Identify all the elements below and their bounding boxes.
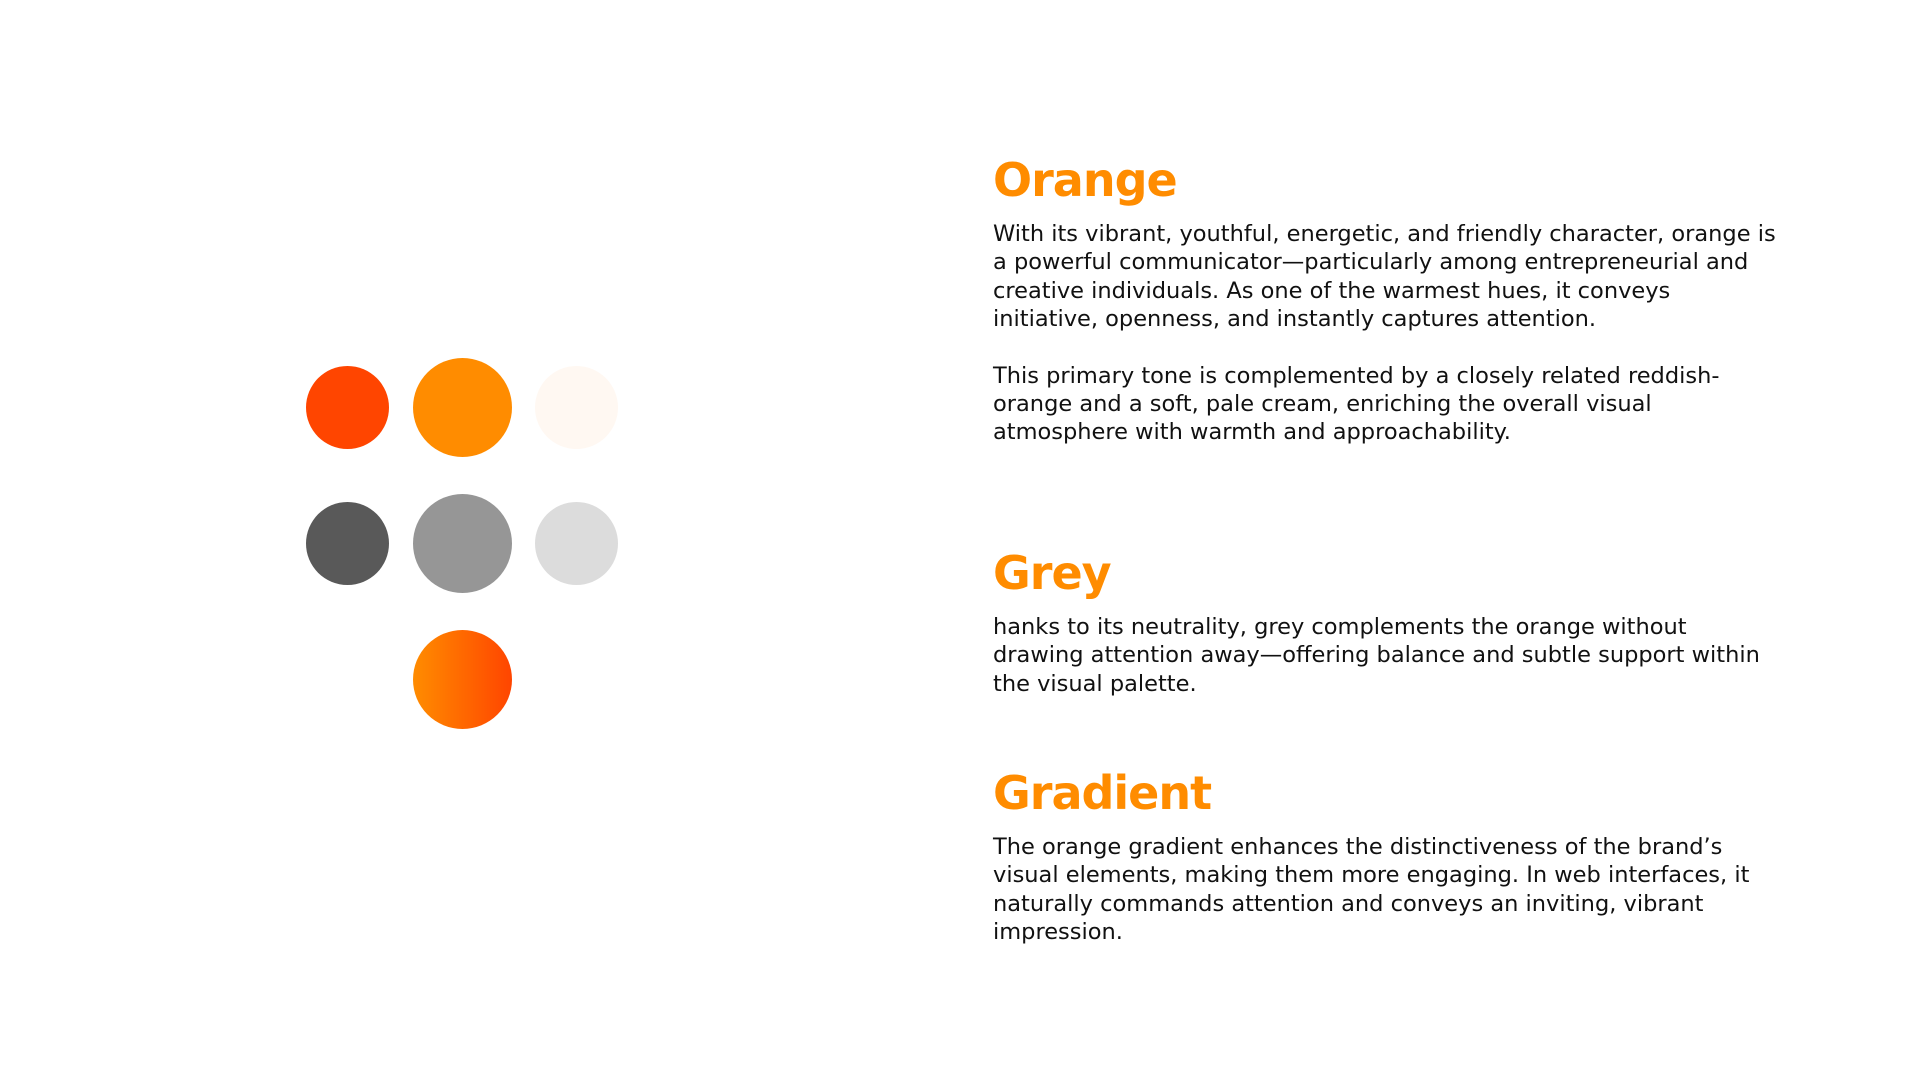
- cream-swatch: [535, 366, 618, 449]
- gradient-description: The orange gradient enhances the distinctiveness of the brand’s visual elements, making them more engaging. In web interfaces, it naturally commands attention and conveys an inviting, vibrant impression.: [993, 834, 1750, 946]
- grey-description: hanks to its neutrality, grey complements the orange without drawing attention away—offering balance and subtle support within the visual palette.: [993, 614, 1760, 697]
- dark-grey-swatch: [306, 502, 389, 585]
- orange-section: [993, 152, 1823, 447]
- orange-description-2: This primary tone is complemented by a closely related reddish- orange and a soft, pale cream, enriching the overall visual atmosphere with warmth and approachability.: [993, 362, 1720, 446]
- grey-section: [993, 545, 1823, 698]
- gradient-section: [993, 765, 1823, 947]
- orange-description-1: With its vibrant, youthful, energetic, and friendly character, orange is a powerful communicator—particularly among entrepreneurial and creative individuals. As one of the warmest hues, it conveys initiative, openness, and instantly captures attention.: [993, 221, 1776, 333]
- light-grey-swatch: [535, 502, 618, 585]
- mid-grey-swatch: [413, 494, 512, 593]
- grey-heading: Grey: [993, 546, 1111, 600]
- gradient-swatch: [413, 630, 512, 729]
- orange-heading: Orange: [993, 153, 1177, 207]
- orange-swatch: [413, 358, 512, 457]
- gradient-heading: Gradient: [993, 766, 1212, 820]
- reddish-orange-swatch: [306, 366, 389, 449]
